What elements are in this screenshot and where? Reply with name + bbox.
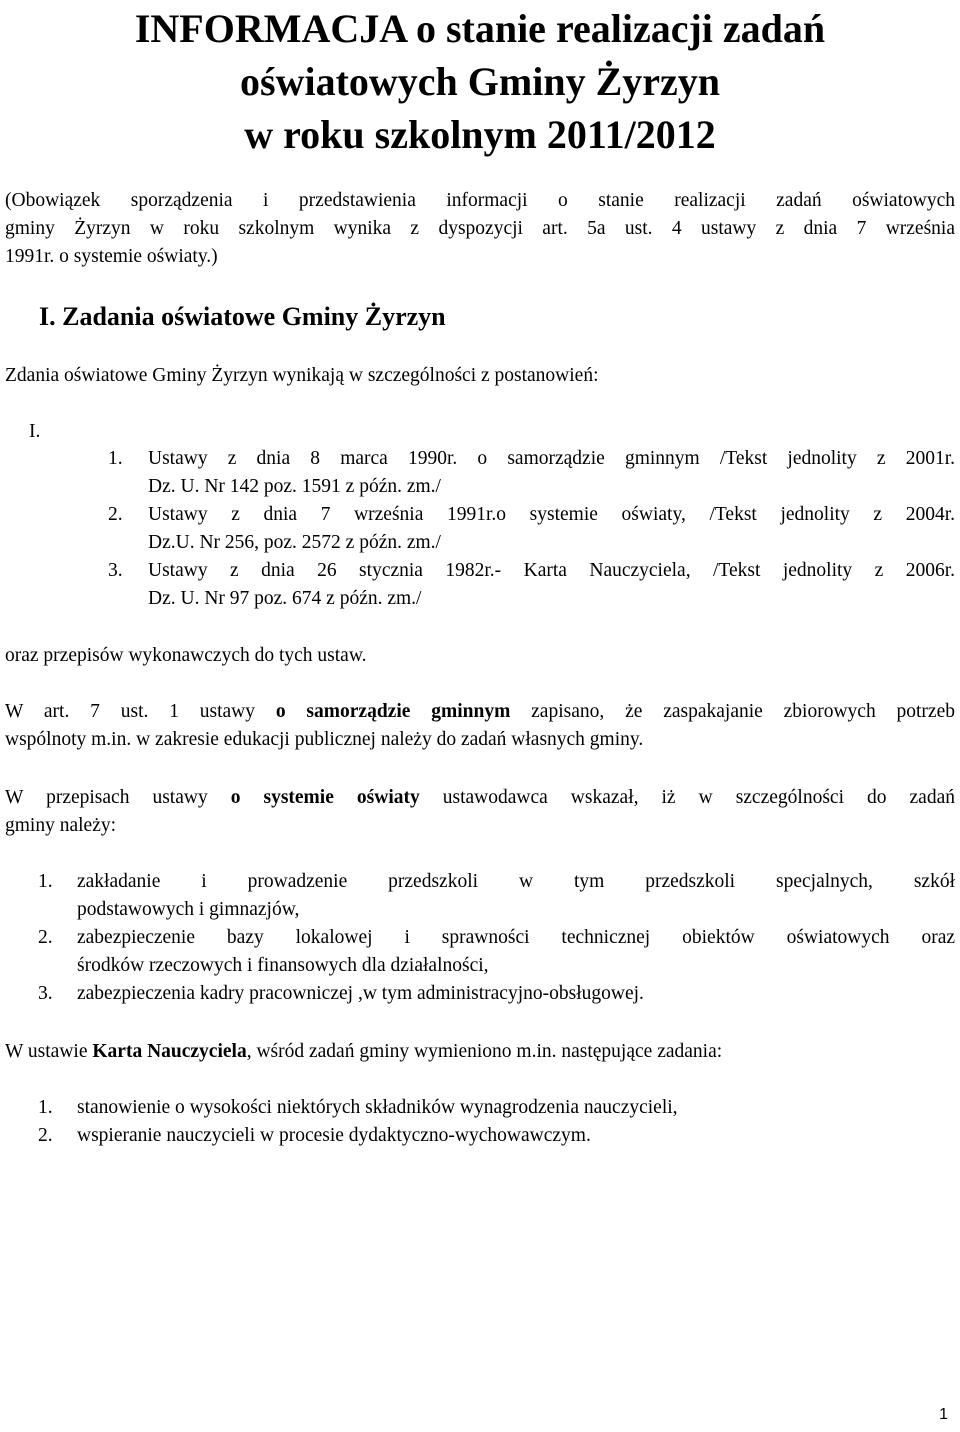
intro-line-3: 1991r. o systemie oświaty.): [5, 246, 218, 267]
list-item-number: 1.: [38, 1097, 53, 1118]
list-item: [38, 1094, 955, 1122]
karta-text-b: , wśród zadań gminy wymieniono m.in. następujące zadania:: [246, 1041, 723, 1062]
list-item: [38, 868, 955, 924]
przepisy-bold: o systemie oświaty: [230, 787, 420, 808]
intro-line-1: (Obowiązek sporządzenia i przedstawienia informacji o stanie realizacji zadań oświatowych: [5, 190, 955, 211]
list-item-number: 2.: [38, 927, 53, 948]
list-item-number: 1.: [38, 871, 53, 892]
art7-paragraph: [5, 698, 955, 754]
karta-text-a: W ustawie: [5, 1041, 93, 1062]
list-item-text: stanowienie o wysokości niektórych składników wynagrodzenia nauczycieli,: [77, 1097, 678, 1118]
list-item-line-1: zabezpieczenie bazy lokalowej i sprawności technicznej obiektów oświatowych oraz: [77, 927, 955, 948]
karta-paragraph: [5, 1038, 955, 1066]
list-item: [38, 980, 955, 1008]
przepisy-paragraph: [5, 784, 955, 840]
title-line-2: oświatowych Gminy Żyrzyn: [240, 59, 720, 104]
art7-line-2: wspólnoty m.in. w zakresie edukacji publicznej należy do zadań własnych gminy.: [5, 729, 644, 750]
przepisy-text-a: W przepisach ustawy: [5, 787, 231, 808]
intro-paragraph: [5, 187, 955, 271]
section-lead: [5, 362, 955, 390]
law-item: [108, 501, 955, 557]
list-item-line-2: środków rzeczowych i finansowych dla działalności,: [77, 955, 489, 976]
list-item-number: 3.: [38, 983, 53, 1004]
art7-line-1: [5, 698, 955, 726]
title-line-1: INFORMACJA o stanie realizacji zadań: [134, 6, 826, 51]
art7-text-a: W art. 7 ust. 1 ustawy: [5, 701, 276, 722]
law-number: 3.: [108, 560, 123, 581]
karta-task-list: [38, 1094, 955, 1150]
list-item-number: 2.: [38, 1125, 53, 1146]
page-number: 1: [939, 1406, 948, 1423]
roman-label: I.: [29, 421, 41, 442]
law-line-2: Dz.U. Nr 256, poz. 2572 z późn. zm./: [148, 532, 441, 553]
law-line-2: Dz. U. Nr 142 poz. 1591 z późn. zm./: [148, 476, 441, 497]
list-item-line-2: podstawowych i gimnazjów,: [77, 899, 300, 920]
intro-line-2: gminy Żyrzyn w roku szkolnym wynika z dyspozycji art. 5a ust. 4 ustawy z dnia 7 września: [5, 218, 955, 239]
law-number: 2.: [108, 504, 123, 525]
list-item-text: wspieranie nauczycieli w procesie dydaktyczno-wychowawczym.: [77, 1125, 591, 1146]
section-lead-text: Zdania oświatowe Gminy Żyrzyn wynikają w szczególności z postanowień:: [5, 365, 599, 386]
art7-bold: o samorządzie gminnym: [275, 701, 511, 722]
przepisy-text-b: ustawodawca wskazał, iż w szczególności do zadań: [419, 787, 955, 808]
list-item-line-1: zabezpieczenia kadry pracowniczej ,w tym administracyjno-obsługowej.: [77, 983, 644, 1004]
gmina-task-list: [38, 868, 955, 1008]
karta-line: [5, 1038, 955, 1066]
law-line-1: Ustawy z dnia 7 września 1991r.o systemie oświaty, /Tekst jednolity z 2004r.: [148, 504, 955, 525]
list-item: [38, 924, 955, 980]
document-title: [0, 2, 960, 161]
list-item: [38, 1122, 955, 1150]
law-line-1: Ustawy z dnia 26 stycznia 1982r.- Karta Nauczyciela, /Tekst jednolity z 2006r.: [148, 560, 955, 581]
law-item: [108, 445, 955, 501]
przepisy-line-1: [5, 784, 955, 812]
after-laws-text: oraz przepisów wykonawczych do tych ustaw.: [5, 645, 367, 666]
list-item-line-1: zakładanie i prowadzenie przedszkoli w tym przedszkoli specjalnych, szkół: [77, 871, 955, 892]
law-line-2: Dz. U. Nr 97 poz. 674 z późn. zm./: [148, 588, 422, 609]
law-item: [108, 557, 955, 613]
karta-bold: Karta Nauczyciela: [92, 1041, 247, 1062]
law-number: 1.: [108, 448, 123, 469]
title-line-3: w roku szkolnym 2011/2012: [244, 112, 716, 157]
art7-text-b: zapisano, że zaspakajanie zbiorowych potrzeb: [510, 701, 955, 722]
section-heading: I. Zadania oświatowe Gminy Żyrzyn: [39, 302, 446, 331]
przepisy-line-2: gminy należy:: [5, 815, 117, 836]
law-list: [108, 445, 955, 613]
law-line-1: Ustawy z dnia 8 marca 1990r. o samorządzie gminnym /Tekst jednolity z 2001r.: [148, 448, 955, 469]
after-laws-paragraph: [5, 642, 955, 670]
